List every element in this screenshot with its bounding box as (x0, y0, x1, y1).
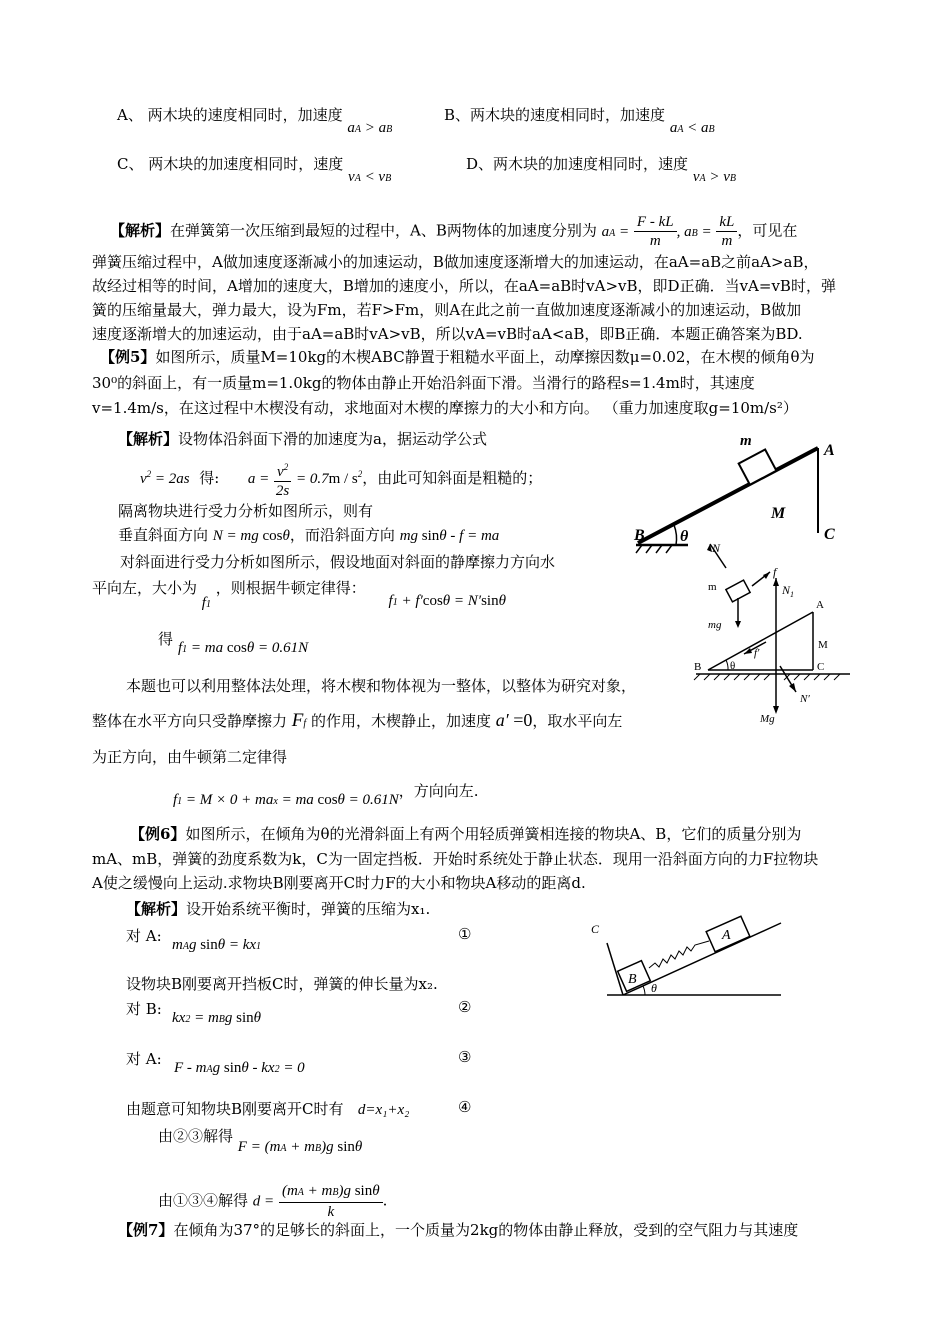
fig1-label-theta: θ (680, 528, 689, 545)
fig1-label-m: m (740, 433, 752, 449)
eq-ma-g-sin: mAg sinθ = kx1 (172, 937, 262, 953)
eq-ff: Ff (291, 710, 307, 731)
analysis4-tag: 【解析】 (110, 221, 171, 240)
option-b-math: aA < aB (669, 120, 715, 136)
fig3-label-n1: $N_1$ (782, 583, 795, 599)
option-c-text: C、 两木块的加速度相同时，速度 (117, 155, 344, 173)
fig3-nprime-head (789, 683, 796, 692)
eq-v2-2as: $v^2 = 2as$ (140, 469, 190, 487)
analysis4-tail: ，可见在 (737, 221, 798, 240)
eq-kx2: kx2 = mBg sinθ (172, 1010, 262, 1026)
fig1-label-b: B (634, 527, 645, 544)
spring-incline-figure (585, 915, 785, 1000)
fig3-label-mg: Mg (760, 713, 775, 725)
analysis6-for-a2: 对 A: (126, 1050, 162, 1068)
example6-line3: A使之缓慢向上运动.求物块B刚要离开C时力F的大小和物块A移动的距离d. (92, 874, 586, 892)
analysis6-line5: 由①③④解得 d = $\frac{\text{(mA + mB)g sinθ}}{k}$ . (158, 1183, 388, 1220)
example5-line1 (100, 346, 815, 367)
fig3-ground-hatch (694, 674, 840, 680)
analysis5-t6: 平向左，大小为 (92, 579, 198, 597)
analysis6-t3: 由题意可知物块B刚要离开C时有 (126, 1100, 344, 1118)
fig4-label-c: C (591, 922, 600, 936)
analysis5-line3: 隔离物块进行受力分析如图所示，则有 (118, 502, 374, 520)
fig3-label-theta: θ (730, 660, 736, 672)
eq-whole: f1 = M × 0 + max = ma cosθ = 0.61N (173, 792, 399, 808)
angle-arc (674, 525, 677, 545)
fig1-label-a: A (824, 442, 835, 459)
option-b-text: B、两木块的速度相同时，加速度 (444, 106, 666, 124)
analysis5-tail: ，由此可知斜面是粗糙的； (362, 469, 543, 487)
fig2-label-m: m (708, 581, 717, 593)
fig3-label-b: B (694, 661, 702, 673)
fig4-label-a: A (722, 928, 731, 943)
example6-text1: 如图所示，在倾角为θ的光滑斜面上有两个用轻质弹簧相连接的物块A、B，它们的质量分别为 (185, 825, 802, 843)
option-d (466, 153, 736, 185)
eq-num-1: ① (458, 925, 472, 943)
fig4-incline (623, 923, 781, 995)
fig1-label-c: C (824, 526, 835, 543)
analysis5-line5: 对斜面进行受力分析如图所示，假设地面对斜面的静摩擦力方向水 (120, 553, 556, 571)
eq-f-result: F = (mA + mB)g sinθ (237, 1139, 363, 1155)
fig3-label-nprime: N′ (800, 693, 810, 705)
example5-line3: v=1.4m/s，在这过程中木楔没有动，求地面对木楔的摩擦力的大小和方向。 （重力加速度取g=10m/s²） (92, 399, 798, 417)
analysis4-formula: aA = (601, 223, 630, 240)
example7-tag: 【例7】 (118, 1221, 174, 1239)
option-c (117, 153, 392, 185)
eq-normal: N = mg cosθ (212, 528, 290, 544)
frac-accel: $\frac{v^2}{2s}$ (274, 458, 291, 500)
analysis6-t5: 由①③④解得 (158, 1191, 249, 1210)
analysis6-line3 (126, 1098, 409, 1119)
analysis4-line5: 速度逐渐增大的加速运动，由于aA=aB时vA>vB，所以vA=vB时aA<aB，即B正确．本题正确答案为BD. (92, 325, 803, 343)
frac-a: $\frac{F - kL}{m}$ (634, 213, 677, 250)
fig3-label-a: A (816, 599, 824, 611)
fig3-angle-arc (726, 660, 728, 670)
example7-line1 (118, 1219, 798, 1240)
analysis6-line4 (158, 1125, 363, 1155)
frac-b: $\frac{kL}{m}$ (716, 213, 737, 250)
analysis4-body (92, 250, 862, 346)
analysis4-line4: 簧的压缩量最大，弹力最大，设为Fm，若F>Fm，则A在此之前一直做加速度逐渐减小的加速运动，B做加 (92, 301, 802, 319)
analysis6-tag: 【解析】 (126, 900, 187, 918)
analysis5-line6 (92, 577, 506, 611)
analysis5-tail10: ，方向向左. (398, 782, 479, 800)
analysis5-line10 (173, 780, 479, 808)
option-d-math: vA > vB (692, 169, 736, 185)
fig4-plate-c (607, 943, 623, 995)
analysis6-t4: 由②③解得 (158, 1127, 234, 1145)
analysis5-t4b: ，而沿斜面方向 (289, 526, 395, 544)
eq-a0: a′ =0 (495, 710, 533, 730)
analysis5-t8b: 的作用，木楔静止，加速度 (310, 712, 491, 730)
fig3-n1-head (773, 578, 779, 586)
option-b (444, 104, 715, 136)
fig3-label-c: C (817, 661, 825, 673)
example6-line1 (130, 823, 801, 844)
analysis5-t8c: ，取水平向左 (532, 712, 623, 730)
analysis5-line7: 本题也可以利用整体法处理，将木楔和物体视为一整体，以整体为研究对象， (126, 677, 637, 695)
fig4-label-b: B (628, 972, 637, 987)
eq-f-balance: F - mAg sinθ - kx2 = 0 (174, 1060, 305, 1076)
eq-num-3: ③ (458, 1048, 472, 1066)
analysis5-t4a: 垂直斜面方向 (118, 526, 209, 544)
analysis6-text1: 设开始系统平衡时，弹簧的压缩为x₁. (186, 900, 431, 918)
fig3-incline (708, 612, 813, 670)
analysis4-line3: 故经过相等的时间，A增加的速度大，B增加的速度小，所以，在aA=aB时vA>vB，即D正确．当vA=vB时，弹 (92, 277, 836, 295)
analysis5-line-de (158, 628, 173, 649)
analysis4-text1: 在弹簧第一次压缩到最短的过程中，A、B两物体的加速度分别为 (170, 221, 597, 240)
example7-text1: 在倾角为37°的足够长的斜面上，一个质量为2kg的物体由静止释放，受到的空气阻力与其速度 (173, 1221, 799, 1239)
fig3-label-m: M (818, 639, 828, 651)
eq-newton: f1 + f′cosθ = N′sinθ (388, 593, 506, 609)
analysis6-line2: 设物块B刚要离开挡板C时，弹簧的伸长量为x₂. (126, 975, 438, 993)
de-label: 得: (199, 469, 220, 487)
analysis6-for-b: 对 B: (126, 1000, 162, 1018)
wedge-force-figure (688, 570, 858, 730)
analysis5-line9: 为正方向，由牛顿第二定律得 (92, 748, 288, 766)
option-d-text: D、两木块的加速度相同时，速度 (466, 155, 689, 173)
block-m (739, 449, 777, 484)
eq-along: mg sinθ - f = ma (399, 528, 500, 544)
option-c-math: vA < vB (348, 169, 392, 185)
analysis5-line4 (118, 524, 499, 545)
fig4-angle-arc (643, 986, 645, 995)
analysis5-tag: 【解析】 (118, 430, 179, 448)
analysis5-text1: 设物体沿斜面下滑的加速度为a，据运动学公式 (178, 430, 487, 448)
analysis4-line1: 【解析】在弹簧第一次压缩到最短的过程中，A、B两物体的加速度分别为 aA = $\frac{F - kL}{m}$ , aB = $\frac{kL}{m}$ ，可见在 (110, 214, 798, 249)
option-a-text: A、 两木块的速度相同时，加速度 (117, 106, 343, 124)
option-a (117, 104, 393, 136)
analysis6-t5-tail: . (382, 1191, 388, 1210)
eq-num-2: ② (458, 998, 472, 1016)
fig2-label-n: N (712, 541, 721, 555)
example5-tag: 【例5】 (100, 348, 156, 366)
fig2-label-f: f (773, 565, 777, 579)
fig4-label-theta: θ (651, 981, 657, 995)
analysis5-t6b: ，则根据牛顿定律得： (215, 579, 366, 597)
example6-tag: 【例6】 (130, 825, 186, 843)
eq-num-4: ④ (458, 1098, 472, 1116)
fig3-label-fprime: f′ (754, 647, 760, 659)
option-a-math: aA > aB (347, 120, 393, 136)
analysis6-for-a: 对 A: (126, 927, 162, 945)
analysis6-line1 (126, 898, 430, 919)
fig2-label-mg: mg (708, 619, 722, 631)
example5-text1: 如图所示，质量M=10kg的木楔ABC静置于粗糙水平面上，动摩擦因数μ=0.02，在木楔的倾角θ为 (155, 348, 815, 366)
eq-f1-result: f1 = ma cosθ = 0.61N (178, 640, 309, 656)
analysis4-line2: 弹簧压缩过程中，A做加速度逐渐减小的加速运动，B做加速度逐渐增大的加速运动，在aA=aB之前aA>aB， (92, 253, 819, 271)
de2-label: 得 (158, 630, 174, 648)
fig1-label-big-m: M (771, 505, 786, 522)
analysis5-t8a: 整体在水平方向只受静摩擦力 (92, 712, 288, 730)
eq-d-sum: d=x₁+x₂ (357, 1102, 410, 1118)
incline-surface (638, 448, 818, 543)
example6-line2: mA、mB，弹簧的劲度系数为k，C为一固定挡板．开始时系统处于静止状态．现用一沿斜面方向的力F拉物块 (92, 850, 819, 868)
eq-f1: f1 (201, 595, 211, 611)
example5-line2: 30⁰的斜面上，有一质量m=1.0kg的物体由静止开始沿斜面下滑。当滑行的路程s=1.4m时，其速度 (92, 374, 755, 392)
analysis5-line8 (92, 710, 622, 732)
analysis5-line2: $v^2 = 2as$ 得: a = $\frac{v^2}{2s}$ = $0.7m / s^2$，由此可知斜面是粗糙的； (140, 458, 542, 500)
fig4-spring (649, 941, 709, 968)
analysis5-line1 (118, 428, 487, 449)
frac-d: $\frac{\text{(mA + mB)g sinθ}}{k}$ (279, 1182, 383, 1221)
